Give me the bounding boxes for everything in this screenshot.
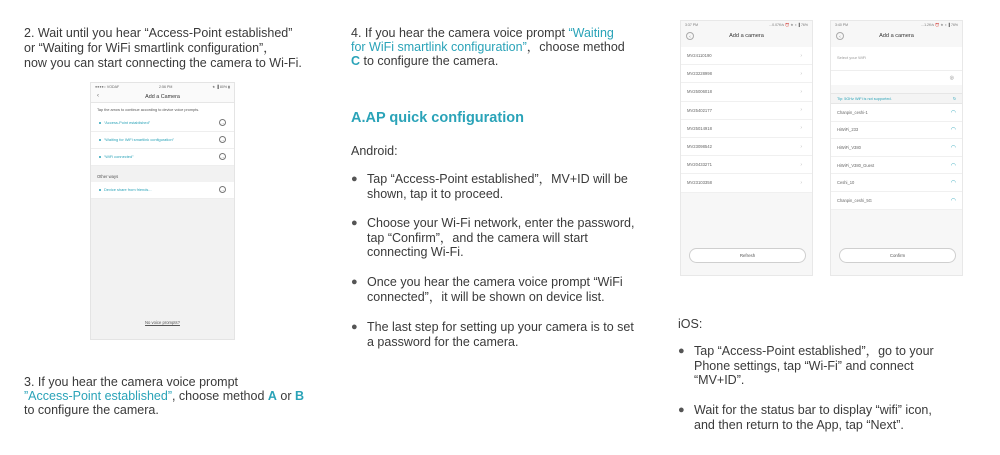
list-item[interactable]	[681, 47, 812, 65]
wifi-signal-icon: ◠	[950, 144, 956, 151]
bullet-line: connecting Wi-Fi.	[367, 245, 464, 260]
bullet-icon: ●	[351, 217, 358, 229]
list-item[interactable]	[681, 65, 812, 83]
bullet-icon: ●	[678, 404, 685, 416]
no-voice-prompts-link[interactable]: No voice prompts?	[145, 320, 180, 325]
android-step-3	[351, 275, 651, 304]
back-circle-icon[interactable]: ‹	[686, 32, 694, 40]
screen-title: Add a camera	[879, 33, 914, 39]
step-2-text	[24, 26, 324, 71]
arrow-circle-icon[interactable]: →	[220, 120, 225, 126]
step2-comma: ，	[263, 41, 276, 55]
device-id: MV23103358	[687, 180, 712, 186]
device-id: MV20433271	[687, 162, 712, 168]
ios-status-bar	[91, 83, 234, 91]
ios-screen-title: Add a Camera	[145, 93, 180, 100]
device-id: MV25006018	[687, 89, 712, 95]
wifi-name: HiWiFi_V380	[837, 144, 861, 150]
list-item[interactable]	[681, 120, 812, 138]
chevron-right-icon: ›	[800, 161, 802, 168]
ios-time: 2:56 PM	[158, 85, 173, 89]
ap-quick-config-heading: A.AP quick configuration	[351, 110, 524, 126]
wifi-name: Chanpin_ceshi-1	[837, 109, 868, 115]
bullet-line: tap “Confirm”，and the camera will start	[367, 230, 588, 245]
bullet-line: connected”，it will be shown on device list.	[367, 289, 605, 304]
device-id: MV25402177	[687, 107, 712, 113]
ios-nav-bar	[91, 91, 234, 103]
confirm-button[interactable]: Confirm	[839, 248, 956, 263]
wifi-select-field[interactable]: Select your WiFi	[831, 47, 962, 71]
bullet-line: Tap “Access-Point established”，MV+ID will be	[367, 172, 628, 186]
bullet-line: Once you hear the camera voice prompt “WiFi	[367, 275, 623, 289]
bullet-icon	[99, 189, 101, 191]
wifi-name: Ceshi_10	[837, 180, 855, 186]
step3-line1: 3. If you hear the camera voice prompt	[24, 375, 238, 389]
chevron-right-icon: ›	[800, 179, 802, 186]
option-wifi-connected[interactable]	[91, 149, 234, 166]
bullet-line: and then return to the App, tap “Next”.	[694, 417, 904, 432]
step4-prompt-b: for WiFi smartlink configuration”	[351, 40, 527, 54]
option-smartlink[interactable]	[91, 132, 234, 149]
list-item[interactable]	[681, 156, 812, 174]
device-list	[681, 47, 812, 193]
wifi-name: HiWiFi_233	[837, 127, 859, 133]
bullet-icon: ●	[678, 345, 685, 357]
status-time: 3:37 PM	[685, 23, 699, 27]
step3-prompt-ap: ”Access-Point established”	[24, 389, 172, 403]
tip-text: Tip: 5GHz WiFi is not supported.	[837, 96, 892, 101]
wifi-signal-icon: ◠	[950, 162, 956, 169]
step2-line3: now you can start connecting the camera to Wi-Fi.	[24, 56, 302, 70]
arrow-circle-icon[interactable]: →	[220, 187, 225, 193]
android-step-1	[351, 172, 651, 201]
step-3-text	[24, 375, 324, 417]
list-item[interactable]	[681, 174, 812, 192]
device-id: MV23228998	[687, 71, 712, 77]
wifi-signal-icon: ◠	[950, 197, 956, 204]
option-label: “Access-Point established”	[104, 120, 151, 126]
refresh-button[interactable]: Refresh	[689, 248, 806, 263]
bullet-icon: ●	[351, 321, 358, 333]
android-label: Android:	[351, 144, 398, 158]
bullet-line: a password for the camera.	[367, 334, 519, 349]
step2-or: or	[24, 41, 39, 55]
ios-label: iOS:	[678, 317, 703, 331]
chevron-right-icon: ›	[800, 88, 802, 95]
back-circle-icon[interactable]: ‹	[836, 32, 844, 40]
method-c-label: C	[351, 54, 361, 68]
chevron-right-icon: ›	[800, 52, 802, 59]
option-device-share[interactable]	[91, 182, 234, 199]
status-icons: ...0.07K/s ⏰ ★ ◑ ▐ 76%	[769, 23, 808, 27]
bullet-icon	[99, 139, 101, 141]
android-nav-bar	[681, 29, 812, 43]
step2-line1: 2. Wait until you hear	[24, 26, 145, 40]
bullet-line: The last step for setting up your camera is to set	[367, 320, 634, 334]
method-a-label: A	[267, 389, 277, 403]
status-icons: ...1.2K/s ⏰ ★ ◑ ▐ 76%	[921, 23, 958, 27]
list-item[interactable]	[831, 139, 962, 157]
bullet-icon	[99, 122, 101, 124]
step3-choose: , choose method	[171, 389, 268, 403]
ios-battery: ★ ▐ 80% ▮	[212, 85, 230, 89]
android-device-list-screenshot	[680, 20, 813, 276]
step2-prompt-smartlink: “Waiting for WiFi smartlink configuration”	[38, 41, 264, 55]
android-step-4	[351, 320, 651, 349]
device-id: MV24110190	[687, 53, 712, 59]
wifi-tip-bar	[831, 93, 962, 104]
eye-icon[interactable]: ◎	[949, 75, 954, 81]
android-status-bar	[831, 21, 962, 29]
device-id: MV23098542	[687, 144, 712, 150]
screen-title: Add a camera	[729, 33, 764, 39]
step-4-text	[351, 26, 651, 68]
device-id: MV25014918	[687, 125, 712, 131]
list-item[interactable]	[831, 174, 962, 192]
bullet-line: Choose your Wi-Fi network, enter the password,	[367, 216, 635, 230]
arrow-circle-icon[interactable]: →	[220, 154, 225, 160]
list-item[interactable]	[681, 83, 812, 101]
wifi-signal-icon: ◠	[950, 180, 956, 187]
wifi-name: HiWiFi_V380_Guest	[837, 162, 875, 168]
chevron-right-icon: ›	[800, 125, 802, 132]
wifi-name: Chanpin_ceshi_5G	[837, 197, 872, 203]
chevron-right-icon: ›	[800, 107, 802, 114]
password-field[interactable]	[831, 71, 962, 85]
step4-line1: 4. If you hear the camera voice prompt	[351, 26, 569, 40]
ios-add-camera-screenshot	[90, 82, 235, 340]
status-time: 3:40 PM	[835, 23, 849, 27]
method-b-label: B	[294, 389, 305, 403]
wifi-signal-icon: ◠	[950, 109, 956, 116]
list-item[interactable]	[831, 122, 962, 140]
option-access-point[interactable]	[91, 115, 234, 132]
ios-hint-text: Tap the arrow to continue according to device voice prompts.	[91, 103, 234, 115]
wifi-signal-icon: ◠	[950, 127, 956, 134]
ios-step-2	[678, 403, 978, 432]
android-status-bar	[681, 21, 812, 29]
list-item[interactable]	[831, 192, 962, 210]
bullet-line: Wait for the status bar to display “wifi” icon,	[694, 403, 932, 417]
option-label: Device share from friends...	[104, 187, 152, 193]
android-wifi-select-screenshot	[830, 20, 963, 276]
step4-line3: to configure the camera.	[360, 54, 499, 68]
list-item[interactable]	[831, 157, 962, 175]
bullet-icon: ●	[351, 276, 358, 288]
ios-carrier: ●●●●○ VODAF	[95, 85, 120, 89]
refresh-icon[interactable]: ↻	[952, 97, 956, 101]
back-chevron-icon[interactable]: ‹	[97, 93, 99, 99]
android-nav-bar	[831, 29, 962, 43]
option-label: “WiFi connected”	[104, 154, 134, 160]
step3-line3: to configure the camera.	[24, 403, 159, 417]
step3-or: or	[276, 389, 295, 403]
list-item[interactable]	[681, 138, 812, 156]
bullet-line: Phone settings, tap “Wi-Fi” and connect	[694, 358, 914, 373]
arrow-circle-icon[interactable]: →	[220, 137, 225, 143]
other-ways-label: Other ways	[91, 166, 234, 182]
android-step-2	[351, 216, 651, 260]
bullet-line: shown, tap it to proceed.	[367, 186, 504, 201]
step4-prompt-a: “Waiting	[568, 26, 614, 40]
bullet-line: “MV+ID”.	[694, 373, 745, 388]
step4-choose: ，choose method	[526, 40, 625, 54]
step2-prompt-ap: “Access-Point established”	[144, 26, 293, 40]
bullet-line: Tap “Access-Point established”，go to your	[694, 344, 934, 358]
bullet-icon	[99, 156, 101, 158]
option-label: “Waiting for WiFi smartlink configuration”	[104, 137, 174, 143]
chevron-right-icon: ›	[800, 143, 802, 150]
list-item[interactable]	[831, 104, 962, 122]
ios-step-1	[678, 344, 978, 388]
list-item[interactable]	[681, 102, 812, 120]
bullet-icon: ●	[351, 173, 358, 185]
chevron-right-icon: ›	[800, 70, 802, 77]
